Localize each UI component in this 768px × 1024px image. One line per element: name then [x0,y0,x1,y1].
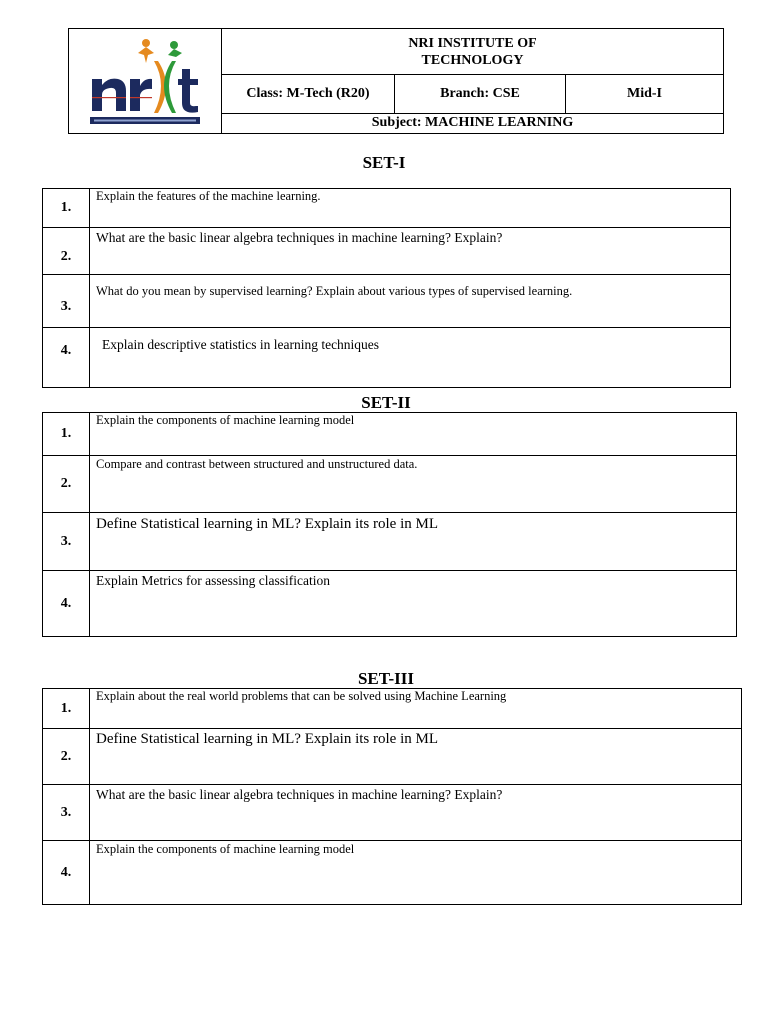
question-text: What are the basic linear algebra techniques in machine learning? Explain? [90,228,731,275]
table-row [43,841,742,905]
question-text: Explain the features of the machine learning. [90,189,731,228]
branch-cell: Branch: CSE [395,75,566,113]
question-text: Explain the components of machine learning model [90,841,742,905]
institute-name-line1: NRI INSTITUTE OF [408,35,537,51]
table-row [43,275,731,328]
logo-cell [69,29,222,134]
question-number: 4. [43,841,90,905]
table-row [43,228,731,275]
question-text: Explain the components of machine learning model [90,413,737,456]
table-row [43,785,742,841]
question-text: What are the basic linear algebra techniques in machine learning? Explain? [90,785,742,841]
table-row [43,328,731,388]
question-text: Define Statistical learning in ML? Explain its role in ML [90,513,737,571]
question-number: 4. [43,328,90,388]
question-number: 3. [43,275,90,328]
table-row [43,689,742,729]
question-number: 2. [43,228,90,275]
set-title: SET-III [357,669,415,688]
question-text: Explain about the real world problems that can be solved using Machine Learning [90,689,742,729]
table-row [43,413,737,456]
subject-cell: Subject: MACHINE LEARNING [222,113,724,133]
header-table [68,28,724,134]
question-number: 1. [43,413,90,456]
question-number: 1. [43,689,90,729]
table-row [43,189,731,228]
question-number: 2. [43,729,90,785]
institute-logo-icon [88,33,202,125]
class-cell: Class: M-Tech (R20) [222,75,395,113]
institute-name-line2: TECHNOLOGY [421,52,524,68]
question-text: Compare and contrast between structured and unstructured data. [90,456,737,513]
question-text: Explain descriptive statistics in learning techniques [90,328,731,388]
question-number: 3. [43,513,90,571]
set-title: SET-II [361,393,411,412]
question-number: 1. [43,189,90,228]
question-number: 2. [43,456,90,513]
exam-cell: Mid-I [566,75,724,113]
question-text: Define Statistical learning in ML? Explain its role in ML [90,729,742,785]
table-row [43,456,737,513]
question-table-set-1 [42,188,731,388]
table-row [43,571,737,637]
question-table-set-3 [42,688,742,905]
question-text: What do you mean by supervised learning? Explain about various types of supervised learning. [90,275,731,328]
question-number: 3. [43,785,90,841]
question-number: 4. [43,571,90,637]
table-row [43,729,742,785]
institute-name-cell [222,29,724,75]
set-title: SET-I [362,153,406,172]
question-table-set-2 [42,412,737,637]
question-text: Explain Metrics for assessing classification [90,571,737,637]
table-row [43,513,737,571]
